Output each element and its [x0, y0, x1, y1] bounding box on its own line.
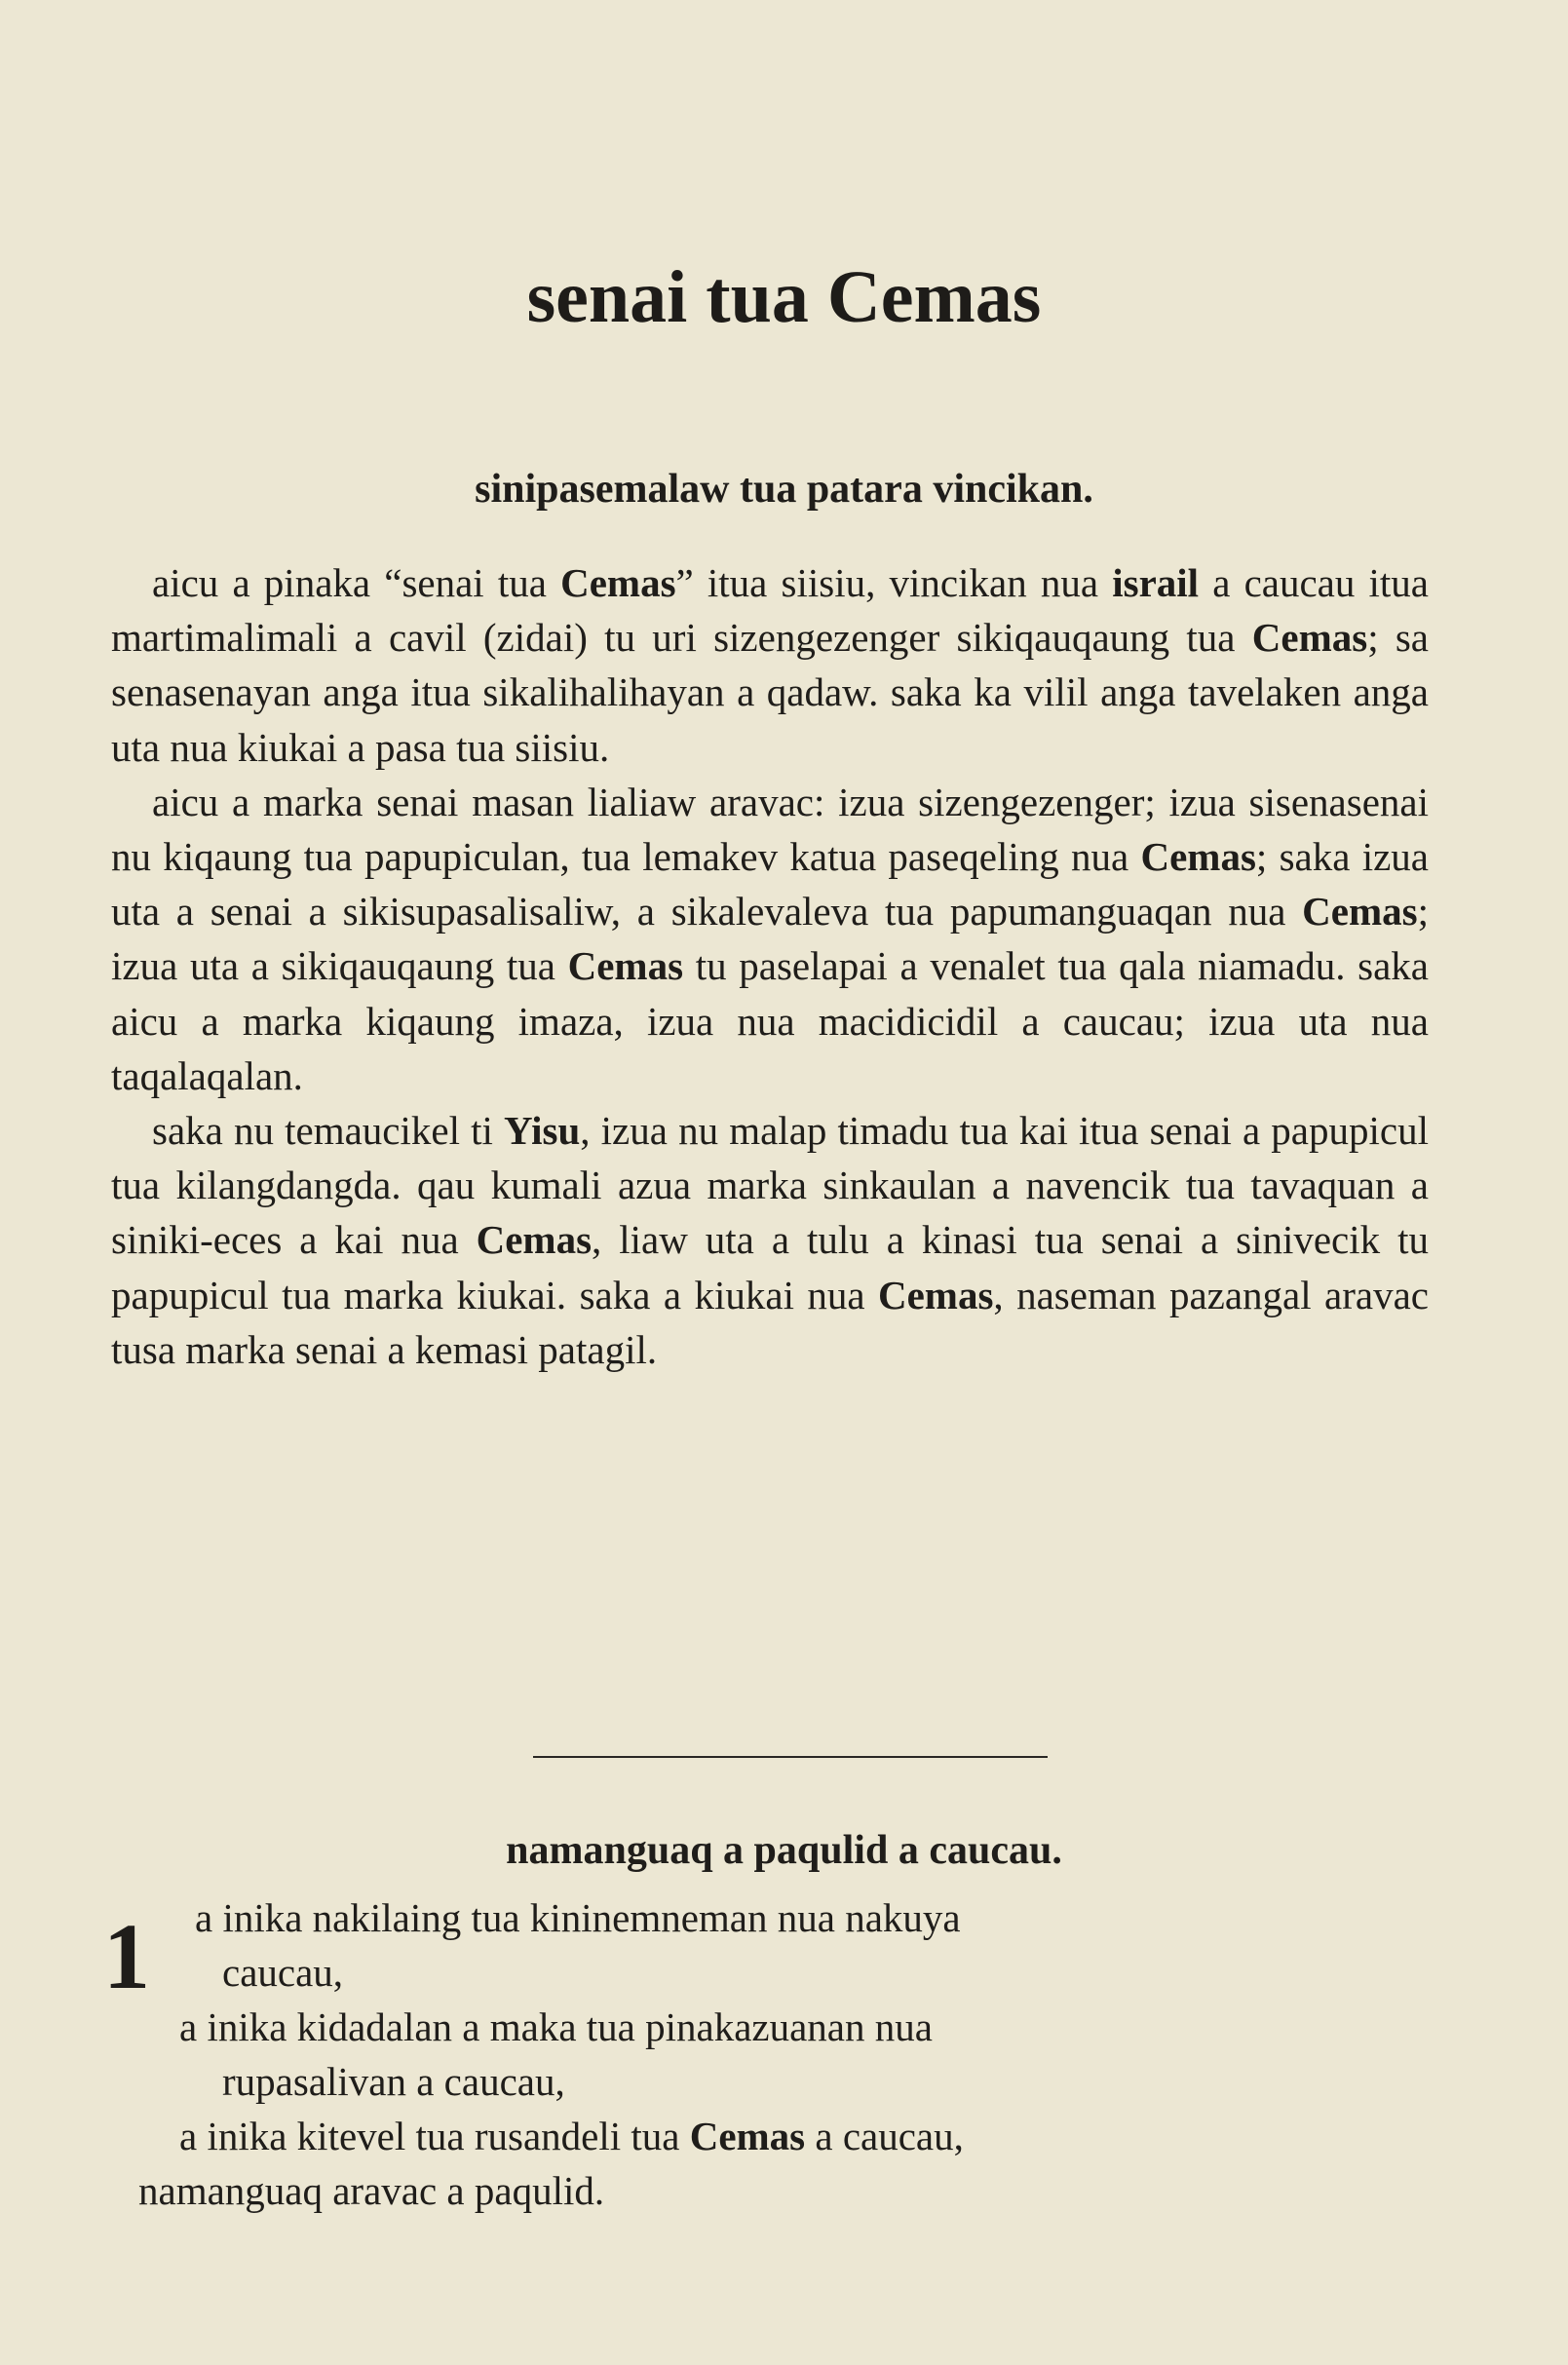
text-run: a inika kidadalan a maka tua pinakazuanan nua [179, 2004, 933, 2049]
poem-line [179, 2000, 933, 2054]
section-subtitle: sinipasemalaw tua patara vincikan. [475, 467, 1093, 512]
text-run: , izua nu malap timadu tua kai itua senai a papupicul tua kilangdangda. qau kumali azua marka sinkaulan a navencik tua tavaquan a siniki-eces a kai nua [111, 1108, 1429, 1263]
text-run: ; sa senasenayan anga itua sikalihalihayan a qadaw. saka ka vilil anga tavelaken anga uta nua kiukai a pasa tua siisiu. [111, 615, 1429, 770]
poem-line [195, 1890, 961, 1945]
text-run: caucau, [222, 1950, 344, 1995]
text-run: ” itua siisiu, vincikan nua [675, 560, 1113, 605]
poem-line [222, 1945, 343, 2000]
bold-term: Cemas [1302, 889, 1418, 935]
text-run: a inika nakilaing tua kininemneman nua nakuya [195, 1895, 961, 1940]
text-run: , liaw uta a tulu a kinasi tua senai a sinivecik tu papupicul tua marka kiukai. saka a kiukai nua [111, 1217, 1429, 1317]
text-run: a caucau, [805, 2114, 964, 2158]
paragraph-2 [111, 775, 1429, 1103]
text-run: ; izua uta a sikiqauqaung tua [111, 889, 1429, 989]
paragraph-3 [111, 1103, 1429, 1377]
page-title: senai tua Cemas [526, 256, 1042, 338]
text-run: namanguaq aravac a paqulid. [138, 2168, 605, 2213]
bold-term: Cemas [476, 1217, 593, 1263]
divider-rule [533, 1756, 1048, 1758]
text-run: aicu a marka senai masan lialiaw aravac: izua sizengezenger; izua sisenasenai nu kiqaung tua papupiculan, tua lemakev katua paseqeling nua [111, 779, 1429, 880]
text-run: saka nu temaucikel ti [152, 1108, 505, 1154]
poem-line [222, 2054, 565, 2109]
bold-term: Cemas [689, 2114, 806, 2158]
bold-term: israil [1112, 560, 1200, 605]
bold-term: Cemas [567, 943, 684, 989]
text-run: a inika kitevel tua rusandeli tua [179, 2114, 690, 2158]
text-run: ; saka izua uta a senai a sikisupasalisaliw, a sikalevaleva tua papumanguaqan nua [111, 834, 1429, 935]
verse-number: 1 [103, 1904, 150, 2008]
poem-line [179, 2109, 964, 2163]
intro-text [111, 555, 1429, 1377]
bold-term: Cemas [878, 1272, 994, 1317]
paragraph-1 [111, 555, 1429, 775]
poem-line [138, 2163, 604, 2218]
bold-term: Cemas [1140, 834, 1256, 880]
text-run: tu paselapai a venalet tua qala niamadu. saka aicu a marka kiqaung imaza, izua nua macidicidil a caucau; izua uta nua taqalaqalan. [111, 943, 1430, 1098]
text-run: , naseman pazangal aravac tusa marka senai a kemasi patagil. [111, 1272, 1429, 1372]
text-run: aicu a pinaka “senai tua [152, 560, 561, 605]
text-run: a caucau itua martimalimali a cavil (zidai) tu uri sizengezenger sikiqauqaung tua [111, 560, 1429, 661]
bold-term: Yisu [504, 1108, 581, 1154]
text-run: rupasalivan a caucau, [222, 2059, 565, 2104]
bold-term: Cemas [1251, 615, 1368, 661]
bold-term: Cemas [560, 560, 676, 605]
psalm-heading: namanguaq a paqulid a caucau. [506, 1828, 1062, 1873]
